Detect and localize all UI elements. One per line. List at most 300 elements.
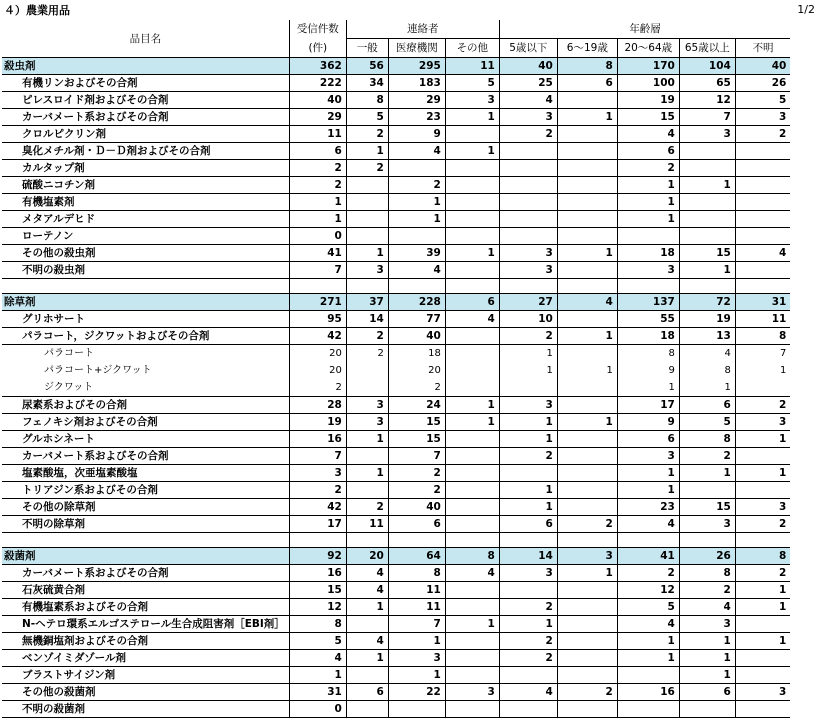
age-value-cell — [679, 194, 735, 211]
table-row — [2, 92, 790, 109]
contact-value-cell — [346, 482, 388, 499]
spacer-cell — [289, 533, 346, 548]
age-value-cell: 3 — [679, 516, 735, 533]
contact-value-cell — [445, 633, 499, 650]
age-col-header: 20～64歳 — [617, 39, 679, 58]
age-value-cell — [499, 177, 557, 194]
contact-value-cell: 4 — [388, 262, 445, 279]
age-col-header: 不明 — [735, 39, 790, 58]
age-value-cell: 4 — [499, 684, 557, 701]
contact-value-cell: 3 — [445, 684, 499, 701]
contact-value-cell: 6 — [346, 684, 388, 701]
table-body — [2, 58, 790, 718]
count-cell: 8 — [289, 616, 346, 633]
age-value-cell: 8 — [679, 565, 735, 582]
age-value-cell — [499, 582, 557, 599]
category-row — [2, 58, 790, 75]
contact-value-cell: 2 — [346, 160, 388, 177]
age-value-cell — [557, 650, 617, 667]
age-value-cell — [557, 262, 617, 279]
contact-value-cell: 1 — [445, 143, 499, 160]
contact-value-cell — [445, 328, 499, 345]
spacer-cell — [557, 279, 617, 294]
contact-value-cell — [445, 262, 499, 279]
age-value-cell: 1 — [499, 482, 557, 499]
contact-value-cell — [346, 362, 388, 379]
item-name-cell: 有機リンおよびその合剤 — [2, 75, 289, 92]
age-value-cell: 1 — [679, 177, 735, 194]
contact-value-cell — [445, 650, 499, 667]
item-name-cell: グルホシネート — [2, 431, 289, 448]
item-name-cell: メタアルデヒド — [2, 211, 289, 228]
item-name-cell: 不明の殺虫剤 — [2, 262, 289, 279]
item-name-cell: 不明の殺菌剤 — [2, 701, 289, 718]
contact-value-cell — [445, 599, 499, 616]
age-value-cell: 26 — [679, 548, 735, 565]
contact-value-cell: 2 — [346, 499, 388, 516]
age-value-cell — [557, 194, 617, 211]
age-value-cell: 6 — [557, 75, 617, 92]
age-value-cell: 170 — [617, 58, 679, 75]
age-value-cell: 1 — [617, 211, 679, 228]
table-row — [2, 311, 790, 328]
item-name-cell: その他の殺菌剤 — [2, 684, 289, 701]
age-value-cell: 3 — [735, 414, 790, 431]
age-value-cell: 1 — [557, 328, 617, 345]
age-value-cell — [617, 667, 679, 684]
age-value-cell — [735, 616, 790, 633]
item-name-cell: ブラストサイジン剤 — [2, 667, 289, 684]
contact-value-cell: 2 — [388, 482, 445, 499]
age-value-cell: 9 — [617, 414, 679, 431]
age-value-cell: 12 — [679, 92, 735, 109]
age-value-cell — [735, 194, 790, 211]
age-value-cell: 4 — [617, 126, 679, 143]
age-value-cell — [557, 499, 617, 516]
spacer-cell — [679, 279, 735, 294]
contact-value-cell: 1 — [346, 431, 388, 448]
table-row — [2, 565, 790, 582]
age-value-cell: 2 — [499, 448, 557, 465]
spacer-cell — [617, 279, 679, 294]
spacer-cell — [2, 533, 289, 548]
table-row — [2, 616, 790, 633]
contact-value-cell: 11 — [388, 599, 445, 616]
contact-value-cell: 8 — [388, 565, 445, 582]
contact-value-cell: 4 — [445, 311, 499, 328]
sub-item-row — [2, 362, 790, 379]
contact-value-cell — [445, 516, 499, 533]
age-value-cell: 3 — [735, 109, 790, 126]
contact-value-cell: 4 — [346, 565, 388, 582]
age-value-cell: 25 — [499, 75, 557, 92]
contact-value-cell — [445, 431, 499, 448]
table-row — [2, 582, 790, 599]
contact-value-cell: 4 — [445, 565, 499, 582]
contact-value-cell: 295 — [388, 58, 445, 75]
age-value-cell — [735, 160, 790, 177]
contact-value-cell — [346, 701, 388, 718]
table-row — [2, 262, 790, 279]
spacer-cell — [445, 279, 499, 294]
age-value-cell: 72 — [679, 294, 735, 311]
age-value-cell: 41 — [617, 548, 679, 565]
poison-inquiry-table — [2, 20, 790, 718]
age-value-cell: 2 — [499, 633, 557, 650]
age-group-header: 年齢層 — [499, 20, 790, 39]
age-value-cell — [557, 582, 617, 599]
count-cell: 41 — [289, 245, 346, 262]
age-value-cell: 2 — [557, 516, 617, 533]
count-unit-header: (件) — [289, 39, 346, 58]
item-name-cell: N-ヘテロ環系エルゴステロール生合成阻害剤［EBI剤］ — [2, 616, 289, 633]
sub-item-row — [2, 345, 790, 363]
age-value-cell: 1 — [499, 362, 557, 379]
count-cell: 1 — [289, 667, 346, 684]
age-value-cell: 2 — [617, 160, 679, 177]
age-value-cell: 2 — [735, 565, 790, 582]
age-value-cell — [557, 211, 617, 228]
contact-value-cell: 3 — [346, 262, 388, 279]
age-col-header: 6～19歳 — [557, 39, 617, 58]
age-value-cell: 4 — [679, 345, 735, 363]
contact-value-cell: 1 — [388, 211, 445, 228]
age-value-cell — [679, 211, 735, 228]
age-value-cell: 5 — [679, 414, 735, 431]
item-name-cell: パラコート+ジクワット — [44, 365, 152, 376]
age-value-cell: 2 — [679, 448, 735, 465]
table-row — [2, 160, 790, 177]
contact-value-cell: 5 — [346, 109, 388, 126]
age-value-cell: 6 — [617, 143, 679, 160]
contact-value-cell: 11 — [388, 582, 445, 599]
spacer-row — [2, 533, 790, 548]
age-value-cell: 7 — [679, 109, 735, 126]
contact-value-cell: 1 — [445, 397, 499, 414]
count-cell: 7 — [289, 448, 346, 465]
age-value-cell — [557, 701, 617, 718]
count-cell: 4 — [289, 650, 346, 667]
age-value-cell: 4 — [735, 245, 790, 262]
age-value-cell: 8 — [735, 328, 790, 345]
age-value-cell — [499, 143, 557, 160]
age-value-cell: 8 — [679, 431, 735, 448]
count-cell: 0 — [289, 701, 346, 718]
table-row — [2, 414, 790, 431]
age-value-cell: 2 — [735, 126, 790, 143]
age-value-cell — [557, 599, 617, 616]
contact-value-cell: 4 — [346, 582, 388, 599]
age-value-cell: 1 — [617, 177, 679, 194]
age-value-cell: 4 — [499, 92, 557, 109]
spacer-cell — [388, 533, 445, 548]
contact-value-cell — [445, 379, 499, 397]
contact-value-cell: 7 — [388, 448, 445, 465]
item-name-cell: 石灰硫黄合剤 — [2, 582, 289, 599]
contact-col-header: 一般 — [346, 39, 388, 58]
table-row — [2, 667, 790, 684]
age-value-cell: 3 — [735, 499, 790, 516]
item-name-cell: グリホサート — [2, 311, 289, 328]
contact-value-cell: 8 — [445, 548, 499, 565]
contact-value-cell — [445, 499, 499, 516]
count-cell: 42 — [289, 328, 346, 345]
contact-value-cell — [346, 194, 388, 211]
age-value-cell: 3 — [617, 262, 679, 279]
contact-value-cell: 56 — [346, 58, 388, 75]
contact-value-cell: 1 — [346, 143, 388, 160]
age-value-cell: 18 — [617, 328, 679, 345]
age-value-cell — [557, 311, 617, 328]
contact-value-cell: 1 — [445, 245, 499, 262]
age-value-cell: 1 — [617, 482, 679, 499]
count-cell: 7 — [289, 262, 346, 279]
contact-group-header: 連絡者 — [346, 20, 499, 39]
table-row — [2, 143, 790, 160]
age-value-cell: 8 — [735, 548, 790, 565]
item-name-cell: その他の殺虫剤 — [2, 245, 289, 262]
contact-value-cell — [445, 448, 499, 465]
item-name-cell: 殺菌剤 — [2, 548, 289, 565]
contact-value-cell: 20 — [388, 362, 445, 379]
item-name-cell: 除草剤 — [2, 294, 289, 311]
spacer-cell — [445, 533, 499, 548]
age-value-cell: 15 — [679, 245, 735, 262]
spacer-cell — [388, 279, 445, 294]
count-cell: 362 — [289, 58, 346, 75]
contact-value-cell: 1 — [445, 616, 499, 633]
age-value-cell: 3 — [499, 245, 557, 262]
age-value-cell: 4 — [679, 599, 735, 616]
age-value-cell: 1 — [735, 582, 790, 599]
contact-value-cell: 15 — [388, 431, 445, 448]
age-value-cell: 1 — [617, 379, 679, 397]
item-name-cell: トリアジン系およびその合剤 — [2, 482, 289, 499]
age-value-cell: 1 — [679, 650, 735, 667]
age-value-cell: 3 — [499, 109, 557, 126]
table-row — [2, 482, 790, 499]
contact-value-cell: 6 — [388, 516, 445, 533]
age-value-cell: 7 — [735, 345, 790, 363]
item-name-cell: 臭化メチル剤・Ｄ－Ｄ剤およびその合剤 — [2, 143, 289, 160]
age-value-cell: 2 — [557, 684, 617, 701]
contact-value-cell — [445, 362, 499, 379]
age-value-cell: 2 — [499, 599, 557, 616]
contact-value-cell — [346, 211, 388, 228]
spacer-cell — [346, 279, 388, 294]
contact-value-cell: 2 — [388, 379, 445, 397]
age-value-cell — [735, 177, 790, 194]
age-value-cell: 3 — [499, 565, 557, 582]
age-value-cell: 17 — [617, 397, 679, 414]
count-cell: 20 — [289, 362, 346, 379]
age-value-cell: 1 — [557, 362, 617, 379]
age-value-cell: 4 — [557, 294, 617, 311]
table-row — [2, 228, 790, 245]
spacer-cell — [557, 533, 617, 548]
count-cell: 16 — [289, 431, 346, 448]
age-value-cell — [557, 482, 617, 499]
contact-value-cell: 2 — [346, 345, 388, 363]
age-value-cell — [557, 633, 617, 650]
contact-value-cell — [445, 701, 499, 718]
contact-value-cell — [346, 177, 388, 194]
age-value-cell — [557, 143, 617, 160]
contact-value-cell — [388, 701, 445, 718]
table-row — [2, 109, 790, 126]
contact-value-cell — [388, 228, 445, 245]
age-col-header: 65歳以上 — [679, 39, 735, 58]
age-value-cell — [735, 667, 790, 684]
item-name-cell: カーバメート系およびその合剤 — [2, 109, 289, 126]
count-cell: 0 — [289, 228, 346, 245]
age-value-cell — [499, 228, 557, 245]
age-value-cell — [557, 92, 617, 109]
age-value-cell: 1 — [617, 650, 679, 667]
contact-value-cell: 3 — [346, 414, 388, 431]
age-value-cell: 2 — [617, 565, 679, 582]
age-value-cell: 3 — [557, 548, 617, 565]
age-value-cell: 15 — [679, 499, 735, 516]
contact-value-cell: 34 — [346, 75, 388, 92]
age-value-cell: 1 — [499, 616, 557, 633]
age-value-cell: 1 — [617, 465, 679, 482]
item-name-cell: 無機銅塩剤およびその合剤 — [2, 633, 289, 650]
count-cell: 16 — [289, 565, 346, 582]
contact-value-cell: 40 — [388, 499, 445, 516]
spacer-row — [2, 279, 790, 294]
contact-value-cell: 228 — [388, 294, 445, 311]
age-value-cell — [679, 160, 735, 177]
age-value-cell — [735, 701, 790, 718]
contact-value-cell — [445, 194, 499, 211]
item-name-cell: カルタップ剤 — [2, 160, 289, 177]
age-value-cell: 1 — [735, 465, 790, 482]
table-row — [2, 431, 790, 448]
age-value-cell: 9 — [617, 362, 679, 379]
age-value-cell — [735, 650, 790, 667]
contact-value-cell: 5 — [445, 75, 499, 92]
age-value-cell — [499, 194, 557, 211]
contact-value-cell: 1 — [445, 414, 499, 431]
table-row — [2, 211, 790, 228]
spacer-cell — [2, 279, 289, 294]
age-value-cell — [735, 262, 790, 279]
item-name-cell: その他の除草剤 — [2, 499, 289, 516]
contact-value-cell — [346, 667, 388, 684]
spacer-cell — [617, 533, 679, 548]
table-row — [2, 599, 790, 616]
age-value-cell: 8 — [617, 345, 679, 363]
age-value-cell: 6 — [679, 397, 735, 414]
count-cell: 31 — [289, 684, 346, 701]
count-cell: 15 — [289, 582, 346, 599]
age-value-cell: 2 — [735, 516, 790, 533]
table-row — [2, 194, 790, 211]
contact-value-cell: 2 — [388, 465, 445, 482]
age-value-cell: 18 — [617, 245, 679, 262]
age-value-cell: 11 — [735, 311, 790, 328]
contact-value-cell: 15 — [388, 414, 445, 431]
age-value-cell — [499, 465, 557, 482]
contact-value-cell: 11 — [445, 58, 499, 75]
age-value-cell — [499, 701, 557, 718]
age-value-cell: 16 — [617, 684, 679, 701]
contact-value-cell — [445, 160, 499, 177]
age-value-cell — [499, 211, 557, 228]
age-value-cell: 27 — [499, 294, 557, 311]
age-value-cell — [557, 397, 617, 414]
age-value-cell — [557, 160, 617, 177]
age-value-cell: 1 — [557, 109, 617, 126]
count-cell: 2 — [289, 160, 346, 177]
item-name-cell: ローテノン — [2, 228, 289, 245]
contact-value-cell: 1 — [445, 109, 499, 126]
contact-value-cell: 4 — [388, 143, 445, 160]
count-cell: 3 — [289, 465, 346, 482]
contact-value-cell — [346, 448, 388, 465]
count-cell: 17 — [289, 516, 346, 533]
item-name-cell: カーバメート系およびその合剤 — [2, 565, 289, 582]
age-value-cell: 19 — [617, 92, 679, 109]
age-value-cell: 1 — [499, 431, 557, 448]
age-value-cell — [735, 211, 790, 228]
item-name-cell: ピレスロイド剤およびその合剤 — [2, 92, 289, 109]
contact-value-cell: 4 — [346, 633, 388, 650]
contact-value-cell: 3 — [388, 650, 445, 667]
age-value-cell: 1 — [557, 245, 617, 262]
age-value-cell: 1 — [679, 379, 735, 397]
item-name-cell: ジクワット — [2, 379, 289, 397]
contact-col-header: 医療機関 — [388, 39, 445, 58]
item-name-cell: パラコート — [44, 348, 94, 359]
age-value-cell: 1 — [499, 499, 557, 516]
age-value-cell: 1 — [679, 633, 735, 650]
item-name-cell: カーバメート系およびその合剤 — [2, 448, 289, 465]
count-cell: 11 — [289, 126, 346, 143]
contact-value-cell: 1 — [346, 650, 388, 667]
table-row — [2, 448, 790, 465]
section-title: ４）農業用品 — [4, 4, 70, 17]
table-row — [2, 633, 790, 650]
age-value-cell — [735, 228, 790, 245]
count-cell: 20 — [289, 345, 346, 363]
age-value-cell — [557, 431, 617, 448]
age-col-header: 5歳以下 — [499, 39, 557, 58]
age-value-cell: 1 — [617, 194, 679, 211]
count-header: 受信件数 — [289, 20, 346, 39]
age-value-cell: 1 — [735, 362, 790, 379]
age-value-cell: 3 — [499, 262, 557, 279]
age-value-cell: 14 — [499, 548, 557, 565]
table-row — [2, 650, 790, 667]
contact-value-cell — [445, 228, 499, 245]
age-value-cell — [557, 667, 617, 684]
count-cell: 40 — [289, 92, 346, 109]
age-value-cell: 4 — [617, 516, 679, 533]
contact-value-cell: 64 — [388, 548, 445, 565]
contact-value-cell: 9 — [388, 126, 445, 143]
table-row — [2, 499, 790, 516]
contact-value-cell — [445, 667, 499, 684]
age-value-cell — [557, 345, 617, 363]
table-row — [2, 75, 790, 92]
contact-value-cell — [445, 482, 499, 499]
contact-value-cell: 3 — [445, 92, 499, 109]
table-row — [2, 516, 790, 533]
sub-item-row — [2, 379, 790, 397]
age-value-cell — [557, 379, 617, 397]
